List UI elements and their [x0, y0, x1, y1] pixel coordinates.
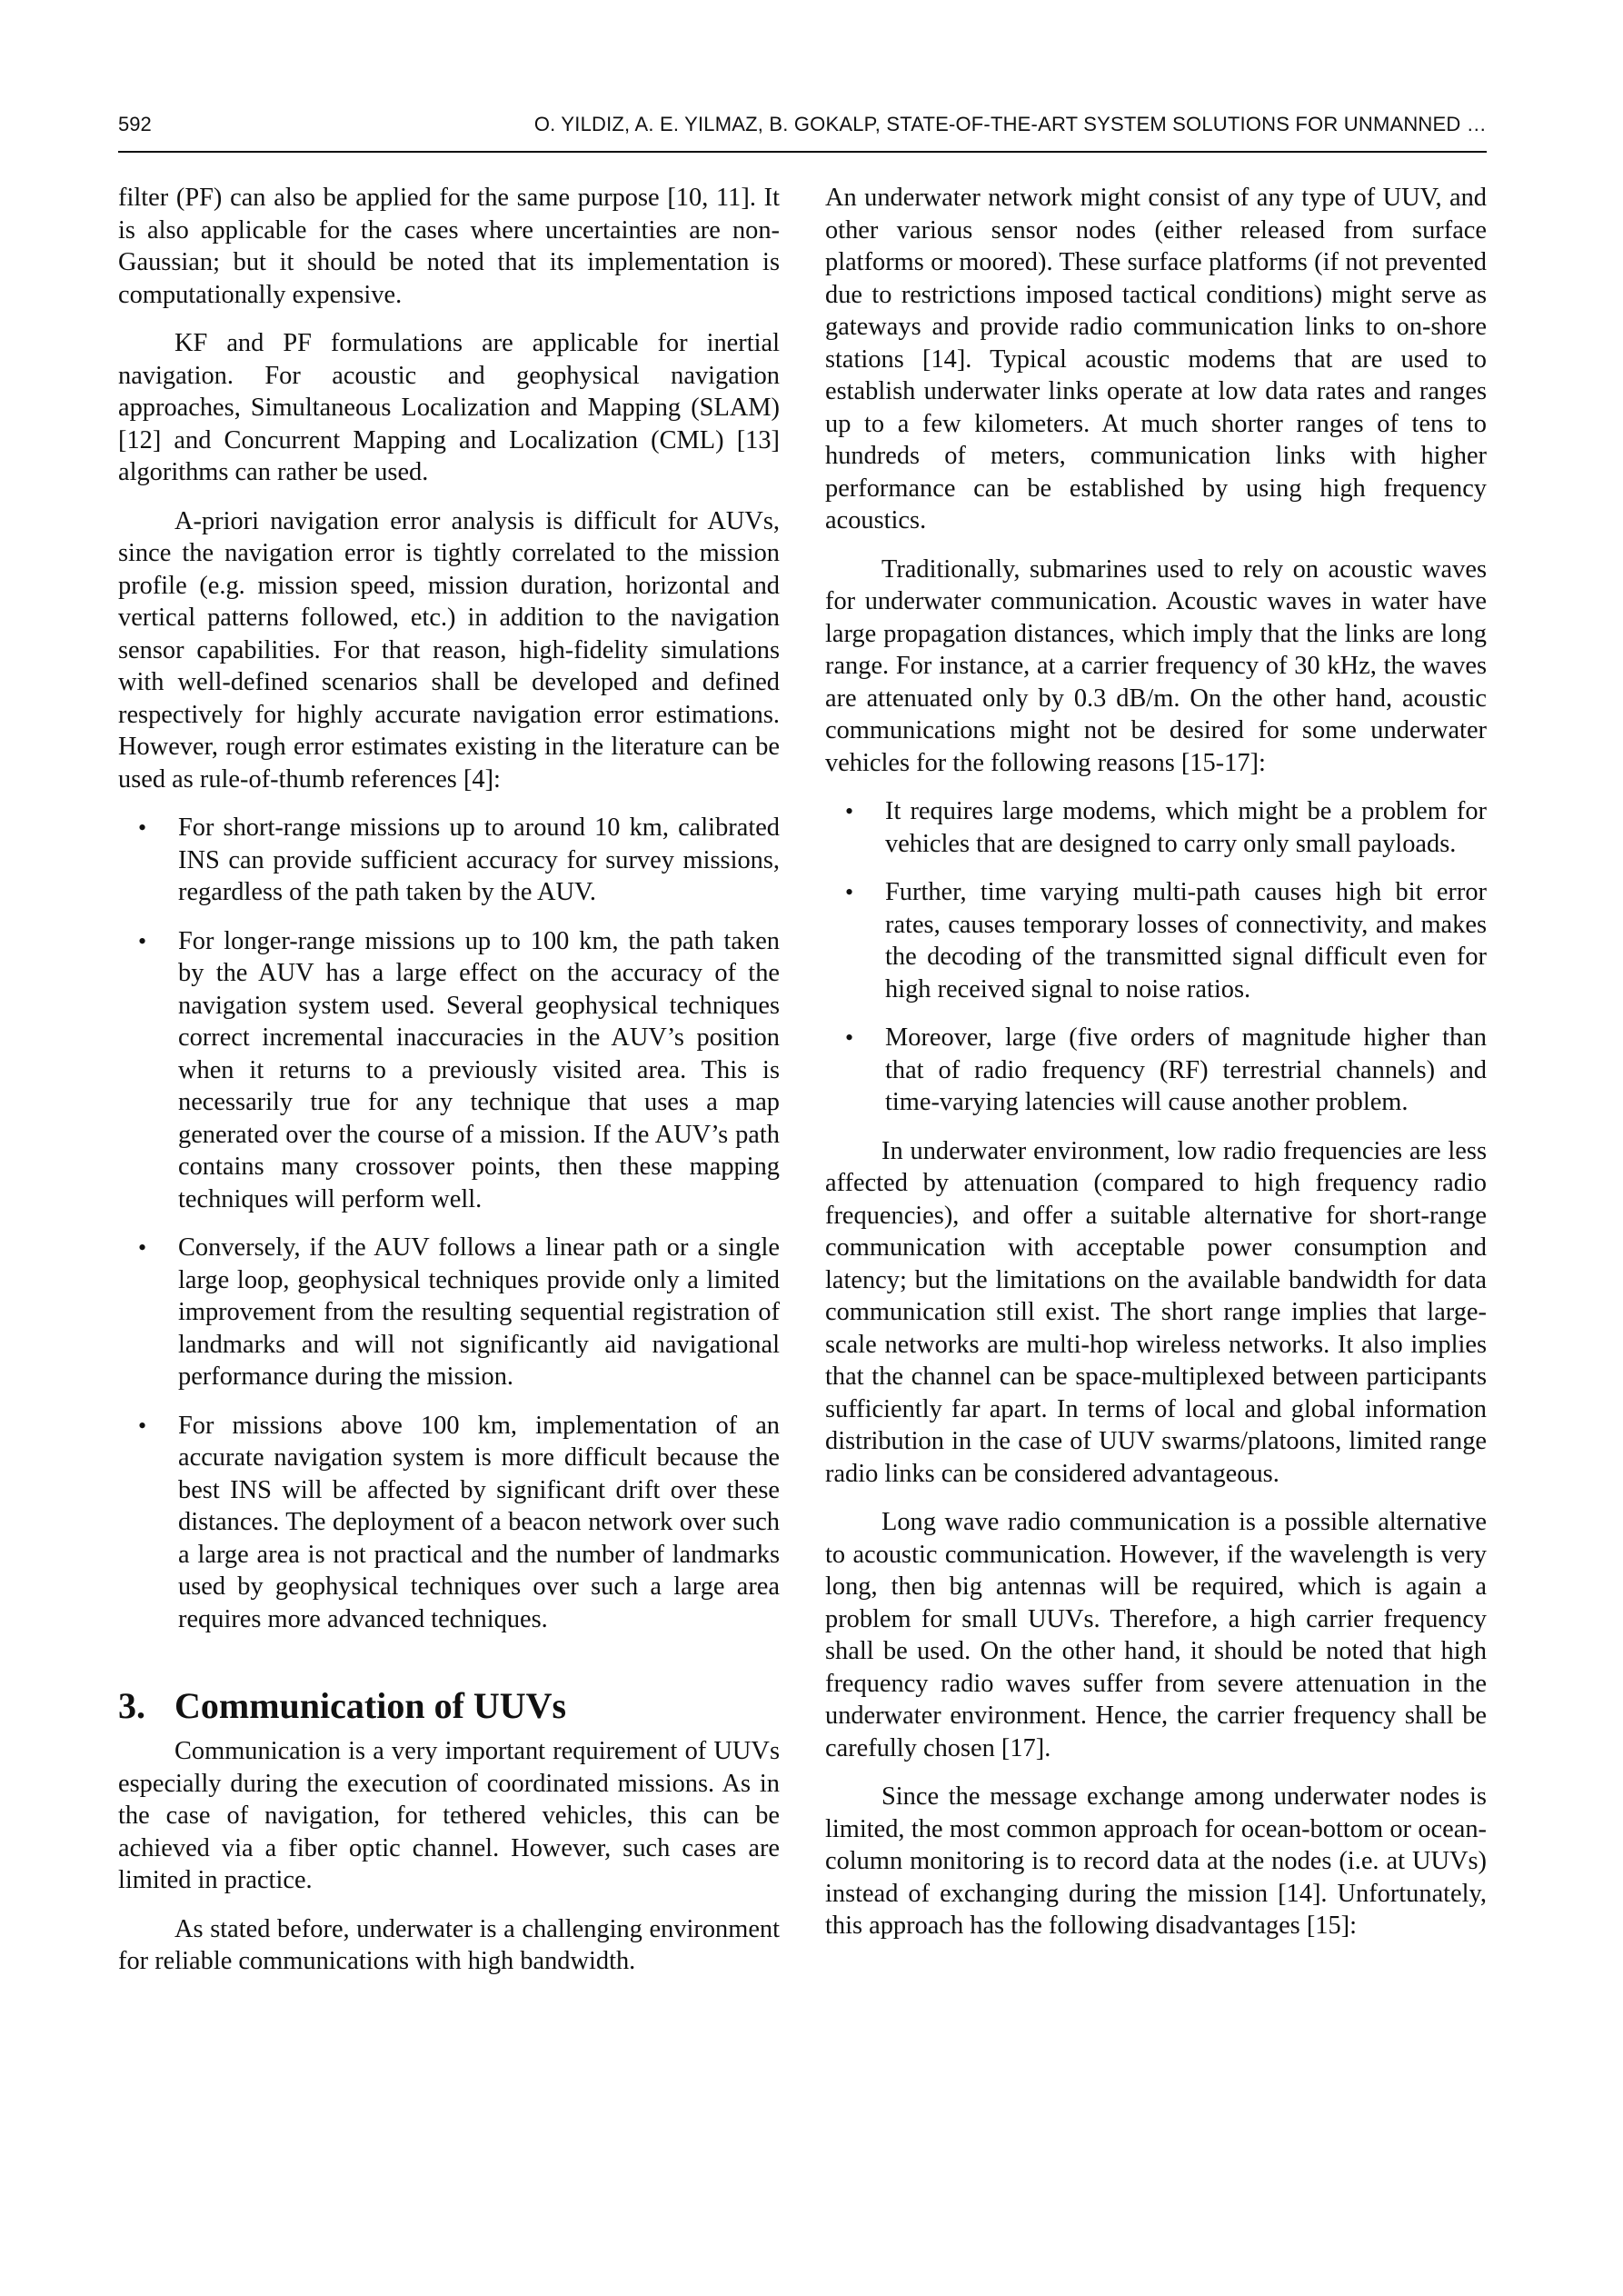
running-title: O. YILDIZ, A. E. YILMAZ, B. GOKALP, STATE-OF-THE-ART SYSTEM SOLUTIONS FOR UNMANNED … — [533, 113, 1487, 135]
paragraph: Long wave radio communication is a possible alternative to acoustic communication. However, if the wavelength is very long, then big antennas will be required, which is again a problem for small UUVs. Therefore, a high carrier frequency shall be used. On the other hand, it should be noted that high frequency radio waves suffer from severe attenuation in the underwater environment. Hence, the carrier frequency shall be carefully chosen [17]. — [825, 1508, 1487, 1762]
bullet-icon: • — [138, 1412, 147, 1439]
list-item-text: For short-range missions up to around 10 km, calibrated INS can provide sufficient accuracy for survey missions, regardless of the path taken by the AUV. — [178, 814, 780, 906]
paragraph: KF and PF formulations are applicable for inertial navigation. For acoustic and geophysical navigation approaches, Simultaneous Localization and Mapping (SLAM) [12] and Concurrent Mapping and Localization (CML) [13] algorithms can rather be used. — [118, 329, 780, 486]
bullet-icon: • — [845, 798, 854, 824]
list-item-text: It requires large modems, which might be a problem for vehicles that are designed to carry only small payloads. — [885, 797, 1487, 858]
list-item — [118, 1410, 780, 1636]
paragraph: An underwater network might consist of any type of UUV, and other various sensor nodes (either released from surface platforms or moored). These surface platforms (if not prevented due to restrictions imposed tactical conditions) might serve as gateways and provide radio communication links to on-shore stations [14]. Typical acoustic modems that are used to establish underwater links operate at low data rates and ranges up to a few kilometers. At much shorter ranges of tens to hundreds of meters, communication links with higher performance can be established by using high frequency acoustics. — [825, 184, 1487, 534]
bullet-icon: • — [138, 927, 147, 954]
bullet-list — [825, 795, 1487, 1119]
list-item — [825, 795, 1487, 860]
list-item-text: For longer-range missions up to 100 km, the path taken by the AUV has a large effect on the accuracy of the navigation system used. Several geophysical techniques correct incremental inaccuracies in the AUV’s position when it returns to a previously visited area. This is necessarily true for any technique that uses a map generated over the course of a mission. If the AUV’s path contains many crossover points, then these mapping techniques will perform well. — [178, 926, 780, 1213]
section-number: 3. — [118, 1685, 145, 1726]
paragraph: Traditionally, submarines used to rely on acoustic waves for underwater communication. Acoustic waves in water have large propagation distances, which imply that the links are long range. For instance, at a carrier frequency of 30 kHz, the waves are attenuated only by 0.3 dB/m. On the other hand, acoustic communications might not be desired for some underwater vehicles for the following reasons [15-17]: — [825, 554, 1487, 777]
bullet-icon: • — [845, 879, 854, 905]
list-item — [825, 876, 1487, 1005]
section-title: Communication of UUVs — [174, 1685, 567, 1726]
paragraph: A-priori navigation error analysis is difficult for AUVs, since the navigation error is tightly correlated to the mission profile (e.g. mission speed, mission duration, horizontal and vertical patterns followed, etc.) in addition to the navigation sensor capabilities. For that reason, high-fidelity simulations with well-defined scenarios shall be developed and defined respectively for highly accurate navigation error estimations. However, rough error estimates existing in the literature can be used as rule-of-thumb references [4]: — [118, 506, 780, 794]
bullet-list — [118, 812, 780, 1635]
paragraph: As stated before, underwater is a challenging environment for reliable communications with high bandwidth. — [118, 1914, 780, 1975]
right-column — [825, 182, 1487, 1959]
list-item — [118, 925, 780, 1216]
list-item — [825, 1022, 1487, 1119]
paragraph: Communication is a very important requirement of UUVs especially during the execution of coordinated missions. As in the case of navigation, for tethered vehicles, this can be achieved via a fiber optic channel. However, such cases are limited in practice. — [118, 1737, 780, 1894]
paragraph: Since the message exchange among underwater nodes is limited, the most common approach for ocean-bottom or ocean-column monitoring is to record data at the nodes (i.e. at UUVs) instead of exchanging during the mission [14]. Unfortunately, this approach has the following disadvantages [15]: — [825, 1782, 1487, 1940]
list-item — [118, 1232, 780, 1393]
list-item-text: Further, time varying multi-path causes high bit error rates, causes temporary losses of connectivity, and makes the decoding of the transmitted signal difficult even for high received signal to noise ratios. — [885, 878, 1487, 1003]
list-item-text: Conversely, if the AUV follows a linear path or a single large loop, geophysical techniques provide only a limited improvement from the resulting sequential registration of landmarks and will not significantly aid navigational performance during the mission. — [178, 1233, 780, 1391]
bullet-icon: • — [845, 1024, 854, 1051]
left-column — [118, 182, 780, 1994]
bullet-icon: • — [138, 1234, 147, 1261]
paragraph: filter (PF) can also be applied for the same purpose [10, 11]. It is also applicable for the cases where uncertainties are non-Gaussian; but it should be noted that its implementation is computationally expensive. — [118, 184, 780, 309]
section-heading — [118, 1684, 780, 1728]
page-number: 592 — [118, 113, 152, 135]
paragraph: In underwater environment, low radio frequencies are less affected by attenuation (compared to high frequency radio frequencies), and offer a suitable alternative for short-range communication with acceptable power consumption and latency; but the limitations on the available bandwidth for data communication still exist. The short range implies that large-scale networks are multi-hop wireless networks. It also implies that the channel can be space-multiplexed between participants sufficiently far apart. In terms of local and global information distribution in the case of UUV swarms/platoons, limited range radio links can be considered advantageous. — [825, 1136, 1487, 1488]
list-item-text: For missions above 100 km, implementation of an accurate navigation system is more difficult because the best INS will be affected by significant drift over these distances. The deployment of a beacon network over such a large area is not practical and the number of landmarks used by geophysical techniques over such a large area requires more advanced techniques. — [178, 1411, 780, 1633]
list-item — [118, 812, 780, 909]
running-header — [118, 111, 1487, 153]
bullet-icon: • — [138, 814, 147, 841]
list-item-text: Moreover, large (five orders of magnitude higher than that of radio frequency (RF) terrestrial channels) and time-varying latencies will cause another problem. — [885, 1023, 1487, 1116]
